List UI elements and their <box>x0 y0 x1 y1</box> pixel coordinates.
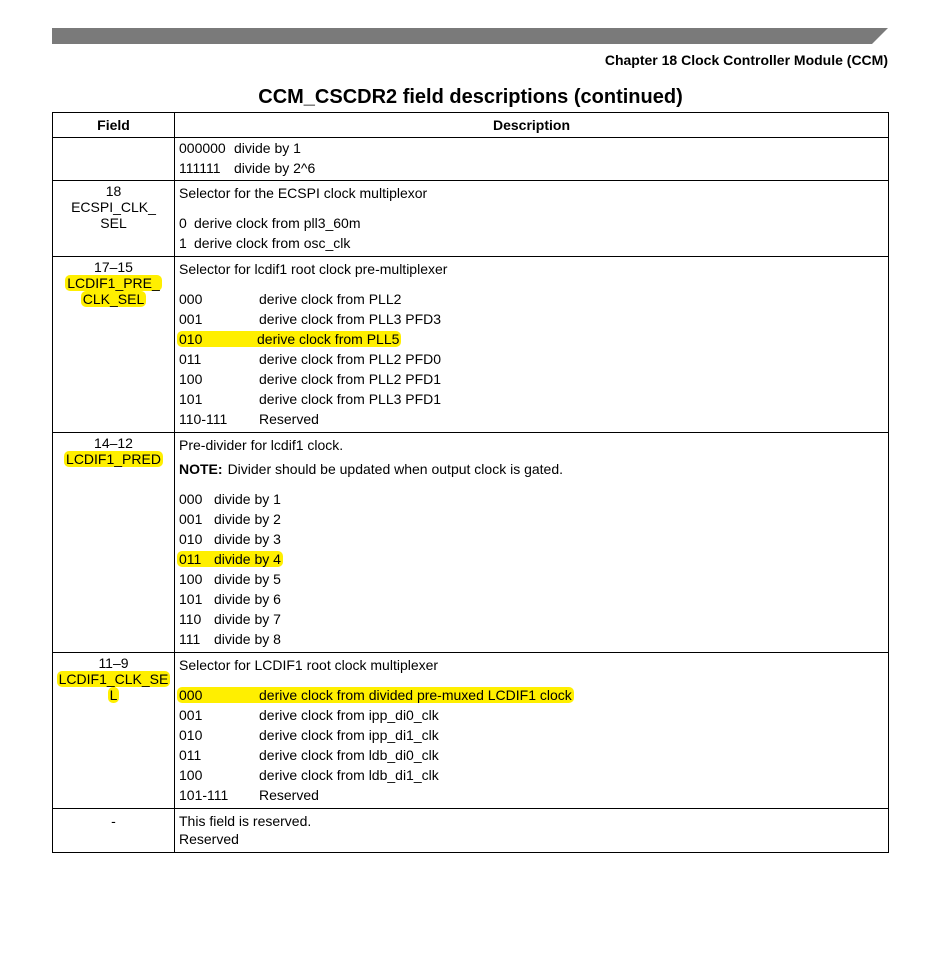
value-text: divide by 2^6 <box>234 160 316 176</box>
value-line <box>179 509 884 529</box>
value-text: divide by 4 <box>214 551 281 567</box>
value-text: divide by 3 <box>214 531 281 547</box>
value-text: derive clock from ldb_di1_clk <box>259 767 439 783</box>
field-bits: 14–12 <box>94 435 133 451</box>
value-line <box>179 213 884 233</box>
value-line <box>179 629 884 649</box>
field-name-highlighted: LCDIF1_CLK_SE <box>58 671 169 687</box>
value-code: 000000 <box>179 140 226 156</box>
table-row <box>53 653 889 809</box>
value-code: 000 <box>179 291 203 307</box>
highlight-span <box>177 551 283 567</box>
value-text: divide by 1 <box>234 140 301 156</box>
value-code: 110 <box>179 611 202 627</box>
field-cell <box>53 653 175 809</box>
highlight-span <box>177 687 574 703</box>
reserved-text: This field is reserved. <box>179 813 312 829</box>
field-name-highlighted: CLK_SEL <box>82 291 145 307</box>
field-cell <box>53 433 175 653</box>
field-cell <box>53 257 175 433</box>
description-column-header: Description <box>175 113 889 138</box>
value-line <box>179 785 884 805</box>
value-code: 100 <box>179 767 203 783</box>
value-code: 110-111 <box>179 411 228 427</box>
note-label: NOTE: <box>179 461 223 477</box>
value-text: divide by 6 <box>214 591 281 607</box>
value-line-highlighted <box>179 329 884 349</box>
highlight-span <box>177 331 401 347</box>
value-text: divide by 1 <box>214 491 281 507</box>
table-header-row <box>53 113 889 138</box>
value-text: divide by 2 <box>214 511 281 527</box>
description-cell <box>175 181 889 257</box>
value-line <box>179 289 884 309</box>
value-code: 001 <box>179 311 203 327</box>
value-line <box>179 569 884 589</box>
value-code: 011 <box>179 351 202 367</box>
value-code: 000 <box>179 687 203 703</box>
value-code: 011 <box>179 551 202 567</box>
value-line <box>179 389 884 409</box>
field-intro: Selector for LCDIF1 root clock multiplexer <box>179 657 439 673</box>
note <box>179 459 884 479</box>
value-text: derive clock from PLL3 PFD3 <box>259 311 442 327</box>
value-line <box>179 489 884 509</box>
field-intro: Pre-divider for lcdif1 clock. <box>179 437 344 453</box>
value-code: 000 <box>179 491 203 507</box>
value-code: 001 <box>179 511 203 527</box>
value-text: Reserved <box>259 787 319 803</box>
value-code: 100 <box>179 571 203 587</box>
value-line <box>179 725 884 745</box>
field-intro: Selector for the ECSPI clock multiplexor <box>179 185 428 201</box>
value-text: divide by 8 <box>214 631 281 647</box>
value-text: derive clock from ipp_di0_clk <box>259 707 439 723</box>
value-code: 101 <box>179 391 203 407</box>
table-row <box>53 138 889 181</box>
value-text: divide by 5 <box>214 571 281 587</box>
value-text: derive clock from ipp_di1_clk <box>259 727 439 743</box>
field-bits: 17–15 <box>94 259 133 275</box>
field-cell <box>53 138 175 181</box>
value-line <box>179 705 884 725</box>
field-intro: Selector for lcdif1 root clock pre-multiplexer <box>179 261 448 277</box>
value-code: 101 <box>179 591 203 607</box>
value-code: 010 <box>179 331 203 347</box>
description-cell <box>175 433 889 653</box>
field-descriptions-table <box>52 112 889 853</box>
field-cell <box>53 181 175 257</box>
description-cell <box>175 257 889 433</box>
value-line <box>179 765 884 785</box>
value-line <box>179 138 884 158</box>
value-line <box>179 529 884 549</box>
value-code: 0 <box>179 215 187 231</box>
field-name-highlighted: LCDIF1_PRED <box>66 451 161 467</box>
value-text: divide by 7 <box>214 611 281 627</box>
value-text: derive clock from PLL2 PFD1 <box>259 371 442 387</box>
field-bits: 11–9 <box>98 655 129 671</box>
value-line <box>179 609 884 629</box>
note-text: Divider should be updated when output clock is gated. <box>227 461 564 477</box>
table-row <box>53 433 889 653</box>
value-line <box>179 233 884 253</box>
value-text: derive clock from osc_clk <box>194 235 351 251</box>
value-code: 010 <box>179 727 203 743</box>
value-code: 101-111 <box>179 787 229 803</box>
value-line <box>179 158 884 178</box>
reserved-label: Reserved <box>179 831 239 847</box>
chapter-header-bar <box>52 28 888 44</box>
value-line <box>179 369 884 389</box>
value-line <box>179 409 884 429</box>
description-cell <box>175 653 889 809</box>
value-line <box>179 309 884 329</box>
table-row <box>53 809 889 853</box>
value-line <box>179 349 884 369</box>
header-bar-shape <box>52 28 888 44</box>
value-code: 100 <box>179 371 203 387</box>
field-bits: 18 <box>105 183 122 199</box>
value-code: 111111 <box>179 160 221 176</box>
value-line-highlighted <box>179 685 884 705</box>
value-text: derive clock from pll3_60m <box>194 215 361 231</box>
field-name-highlighted: LCDIF1_PRE_ <box>67 275 160 291</box>
value-text: derive clock from PLL2 PFD0 <box>259 351 442 367</box>
table-title: CCM_CSCDR2 field descriptions (continued) <box>258 86 683 108</box>
value-code: 001 <box>179 707 203 723</box>
table-row <box>53 181 889 257</box>
description-cell <box>175 138 889 181</box>
value-text: derive clock from PLL2 <box>259 291 402 307</box>
chapter-title: Chapter 18 Clock Controller Module (CCM) <box>604 52 888 68</box>
field-name: ECSPI_CLK_ SEL <box>71 199 156 231</box>
field-column-header: Field <box>53 113 175 138</box>
value-code: 111 <box>179 631 201 647</box>
value-text: Reserved <box>259 411 319 427</box>
value-line <box>179 745 884 765</box>
description-cell <box>175 809 889 853</box>
value-text: derive clock from divided pre-muxed LCDIF1 clock <box>259 687 572 703</box>
value-code: 011 <box>179 747 202 763</box>
field-cell <box>53 809 175 853</box>
value-text: derive clock from ldb_di0_clk <box>259 747 439 763</box>
table-row <box>53 257 889 433</box>
value-code: 010 <box>179 531 203 547</box>
value-text: derive clock from PLL5 <box>257 331 400 347</box>
value-text: derive clock from PLL3 PFD1 <box>259 391 442 407</box>
value-line-highlighted <box>179 549 884 569</box>
field-name-highlighted: L <box>109 687 118 703</box>
field-bits: - <box>111 813 116 829</box>
value-line <box>179 589 884 609</box>
value-code: 1 <box>179 235 187 251</box>
